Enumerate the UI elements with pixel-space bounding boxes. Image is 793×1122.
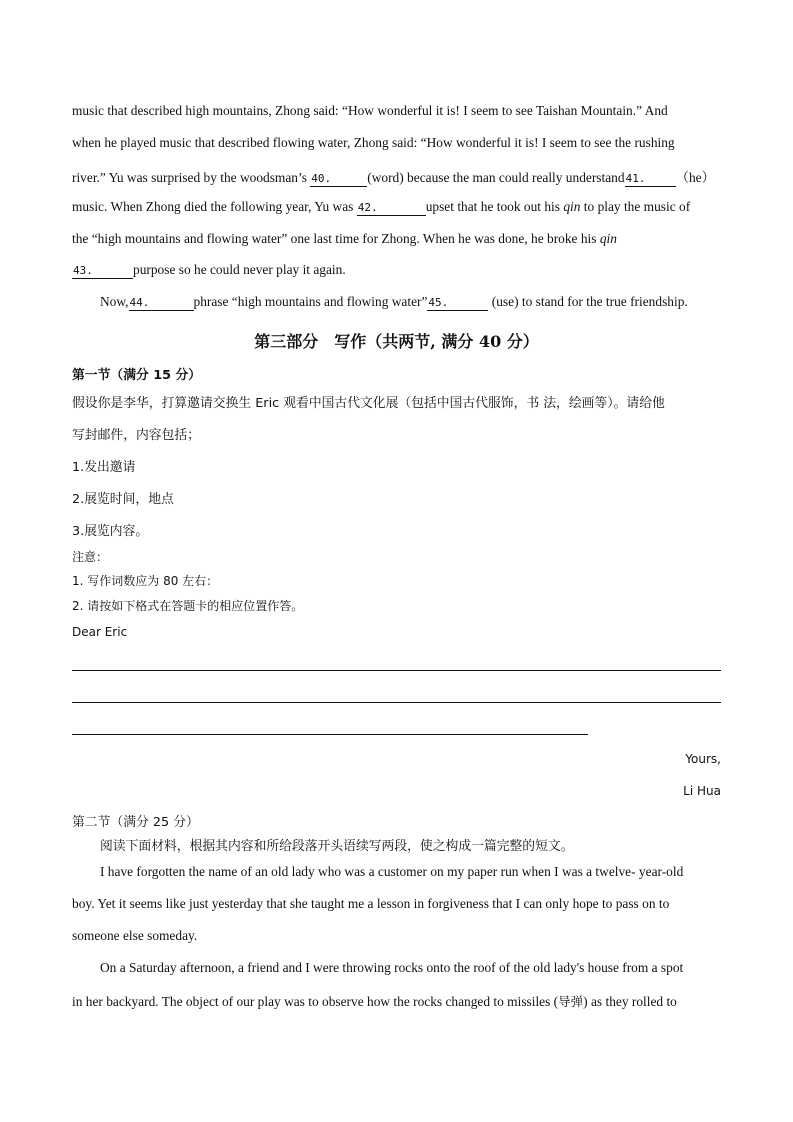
passage-line <box>100 294 688 311</box>
passage-text: river.” Yu was surprised by the woodsman’s <box>72 170 311 185</box>
content-item: 2.展览时间，地点 <box>72 492 174 507</box>
letter-closing: Yours, <box>685 752 721 766</box>
prompt-line: 假设你是李华，打算邀请交换生 Eric 观看中国古代文化展（包括中国古代服饰，书 法，绘画等）。请给他 <box>72 396 665 411</box>
blank-45[interactable]: 45. <box>427 296 488 311</box>
answer-line[interactable] <box>72 734 588 735</box>
passage-italic: qin <box>599 231 617 246</box>
passage-text: phrase “high mountains and flowing water” <box>193 294 428 309</box>
blank-40[interactable]: 40. <box>310 172 367 187</box>
letter-greeting: Dear Eric <box>72 625 128 639</box>
content-item: 3.展览内容。 <box>72 524 149 539</box>
passage-line <box>72 262 346 279</box>
story-line: On a Saturday afternoon, a friend and I were throwing rocks onto the roof of the old lady's house from a spot <box>100 960 684 975</box>
blank-44[interactable]: 44. <box>129 296 194 311</box>
passage-line: when he played music that described flowing water, Zhong said: “How wonderful it is! I seem to see the rushing <box>72 135 675 150</box>
section2-prompt: 阅读下面材料，根据其内容和所给段落开头语续写两段，使之构成一篇完整的短文。 <box>100 839 574 854</box>
story-text: ) as they rolled to <box>583 994 677 1009</box>
passage-text: purpose so he could never play it again. <box>133 262 346 277</box>
passage-text: (word) because the man could really understand <box>367 170 625 185</box>
answer-line[interactable] <box>72 702 721 703</box>
passage-line <box>72 199 690 216</box>
passage-text: upset that he took out his <box>425 199 564 214</box>
story-line: someone else someday. <box>72 928 198 943</box>
blank-42[interactable]: 42. <box>357 201 426 216</box>
story-chinese-gloss: 导弹 <box>558 994 584 1009</box>
story-line: boy. Yet it seems like just yesterday that she taught me a lesson in forgiveness that I can only hope to pass on to <box>72 896 670 911</box>
section2-title: 第二节（满分 25 分） <box>72 815 199 830</box>
letter-signature: Li Hua <box>683 784 721 798</box>
passage-text: Now, <box>100 294 129 309</box>
passage-line <box>72 231 617 247</box>
passage-text: to play the music of <box>580 199 691 214</box>
story-line: I have forgotten the name of an old lady who was a customer on my paper run when I was a twelve- year-old <box>100 864 684 879</box>
passage-line <box>72 167 715 187</box>
note-title: 注意： <box>72 550 109 564</box>
blank-43[interactable]: 43. <box>72 264 133 279</box>
passage-italic: qin <box>563 199 581 214</box>
section1-title: 第一节（满分 15 分） <box>72 368 202 383</box>
passage-text: music. When Zhong died the following year, Yu was <box>72 199 357 214</box>
note-item: 1. 写作词数应为 80 左右： <box>72 574 219 588</box>
note-item: 2. 请按如下格式在答题卡的相应位置作答。 <box>72 599 304 613</box>
passage-text: （he） <box>675 170 715 185</box>
passage-text: the “high mountains and flowing water” one last time for Zhong. When he was done, he broke his <box>72 231 600 246</box>
content-item: 1.发出邀请 <box>72 460 136 475</box>
passage-text: (use) to stand for the true friendship. <box>488 294 688 309</box>
prompt-line: 写封邮件，内容包括； <box>72 428 200 443</box>
answer-line[interactable] <box>72 670 721 671</box>
part3-title: 第三部分 写作（共两节, 满分 40 分） <box>254 332 539 351</box>
story-line <box>72 992 677 1010</box>
passage-line: music that described high mountains, Zhong said: “How wonderful it is! I seem to see Taishan Mountain.” And <box>72 103 668 118</box>
blank-41[interactable]: 41. <box>625 172 676 187</box>
story-text: in her backyard. The object of our play was to observe how the rocks changed to missiles ( <box>72 994 559 1009</box>
